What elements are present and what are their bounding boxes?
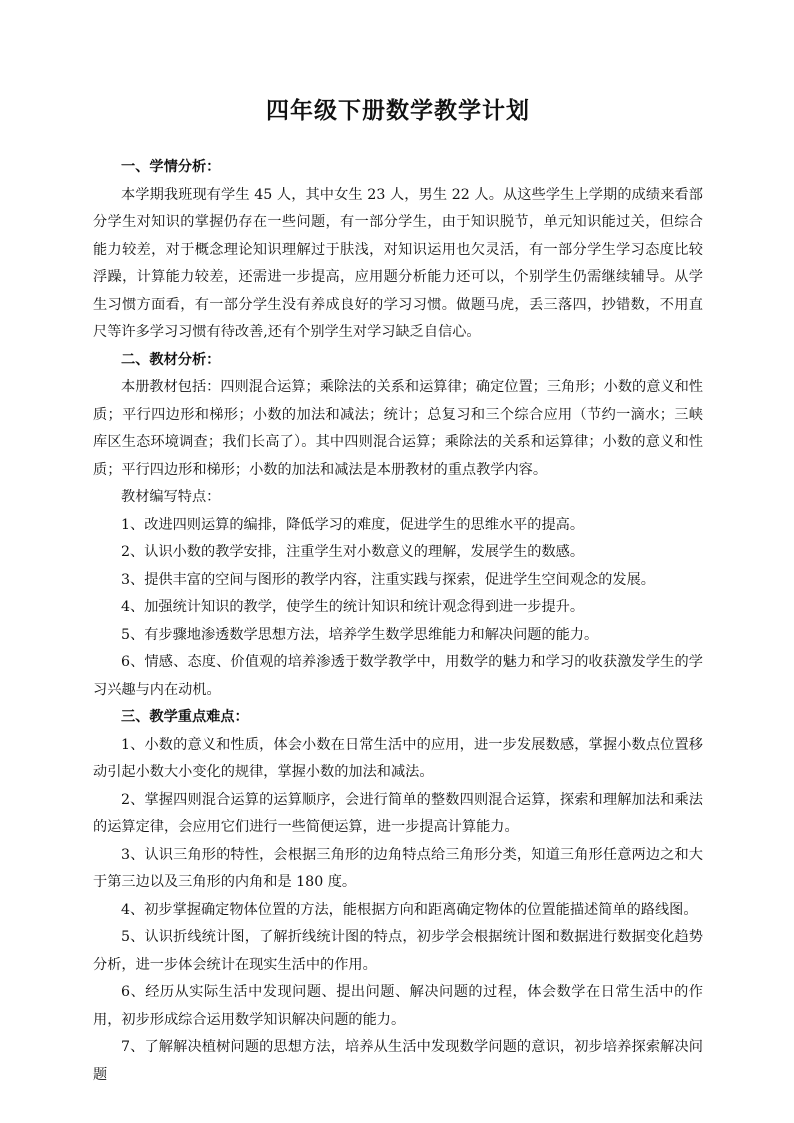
section-textbook-analysis <box>93 347 703 705</box>
list-item: 5、有步骤地渗透数学思想方法，培养学生数学思维能力和解决问题的能力。 <box>121 626 599 643</box>
list-item: 3、认识三角形的特性，会根据三角形的边角特点给三角形分类，知道三角形任意两边之和大于第三边以及三角形的内角和是 180 度。 <box>93 846 703 890</box>
list-item: 7、了解解决植树问题的思想方法，培养从生活中发现数学问题的意识，初步培养探索解决问题 <box>93 1039 703 1083</box>
paragraph: 教材编写特点： <box>121 489 221 505</box>
document-page <box>93 96 703 1089</box>
list-item: 6、经历从实际生活中发现问题、提出问题、解决问题的过程，体会数学在日常生活中的作用，初步形成综合运用数学知识解决问题的能力。 <box>93 984 703 1028</box>
section-student-analysis <box>93 154 703 347</box>
document-title: 四年级下册数学教学计划 <box>266 97 530 124</box>
list-item: 4、初步掌握确定物体位置的方法，能根据方向和距离确定物体的位置能描述简单的路线图。 <box>121 901 698 918</box>
section-key-difficulties <box>93 704 703 1089</box>
section-heading: 二、教材分析： <box>121 351 221 368</box>
list-item: 4、加强统计知识的教学，使学生的统计知识和统计观念得到进一步提升。 <box>121 599 585 615</box>
section-heading: 三、教学重点难点： <box>121 709 249 725</box>
paragraph: 本学期我班现有学生 45 人，其中女生 23 人，男生 22 人。从这些学生上学期的成绩来看部分学生对知识的掌握仍存在一些问题，有一部分学生，由于知识脱节，单元知识能过关，但综合能力较差，对于概念理论知识理解过于肤浅，对知识运用也欠灵活，有一部分学生学习态度比较浮躁，计算能力较差，还需进一步提高，应用题分析能力还可以，个别学生仍需继续辅导。从学生习惯方面看，有一部分学生没有养成良好的学习习惯。做题马虎，丢三落四，抄错数，不用直尺等许多学习习惯有待改善,还有个别学生对学习缺乏自信心。 <box>93 186 703 340</box>
list-item: 2、掌握四则混合运算的运算顺序，会进行简单的整数四则混合运算，探索和理解加法和乘法的运算定律，会应用它们进行一些简便运算，进一步提高计算能力。 <box>93 791 703 835</box>
list-item: 3、提供丰富的空间与图形的教学内容，注重实践与探索，促进学生空间观念的发展。 <box>121 571 655 588</box>
list-item: 1、改进四则运算的编排，降低学习的难度，促进学生的思维水平的提高。 <box>121 516 585 533</box>
list-item: 5、认识折线统计图，了解折线统计图的特点，初步学会根据统计图和数据进行数据变化趋势分析，进一步体会统计在现实生活中的作用。 <box>93 929 703 973</box>
paragraph: 本册教材包括：四则混合运算；乘除法的关系和运算律；确定位置；三角形；小数的意义和性质；平行四边形和梯形；小数的加法和减法；统计；总复习和三个综合应用（节约一滴水；三峡库区生态环境调查；我们长高了）。其中四则混合运算；乘除法的关系和运算律；小数的意义和性质；平行四边形和梯形；小数的加法和减法是本册教材的重点教学内容。 <box>93 379 703 478</box>
list-item: 2、认识小数的教学安排，注重学生对小数意义的理解，发展学生的数感。 <box>121 544 585 560</box>
section-heading: 一、学情分析： <box>121 159 221 175</box>
list-item: 1、小数的意义和性质，体会小数在日常生活中的应用，进一步发展数感，掌握小数点位置移动引起小数大小变化的规律，掌握小数的加法和减法。 <box>93 736 703 780</box>
list-item: 6、情感、态度、价值观的培养渗透于数学教学中，用数学的魅力和学习的收获激发学生的学习兴趣与内在动机。 <box>93 654 703 698</box>
